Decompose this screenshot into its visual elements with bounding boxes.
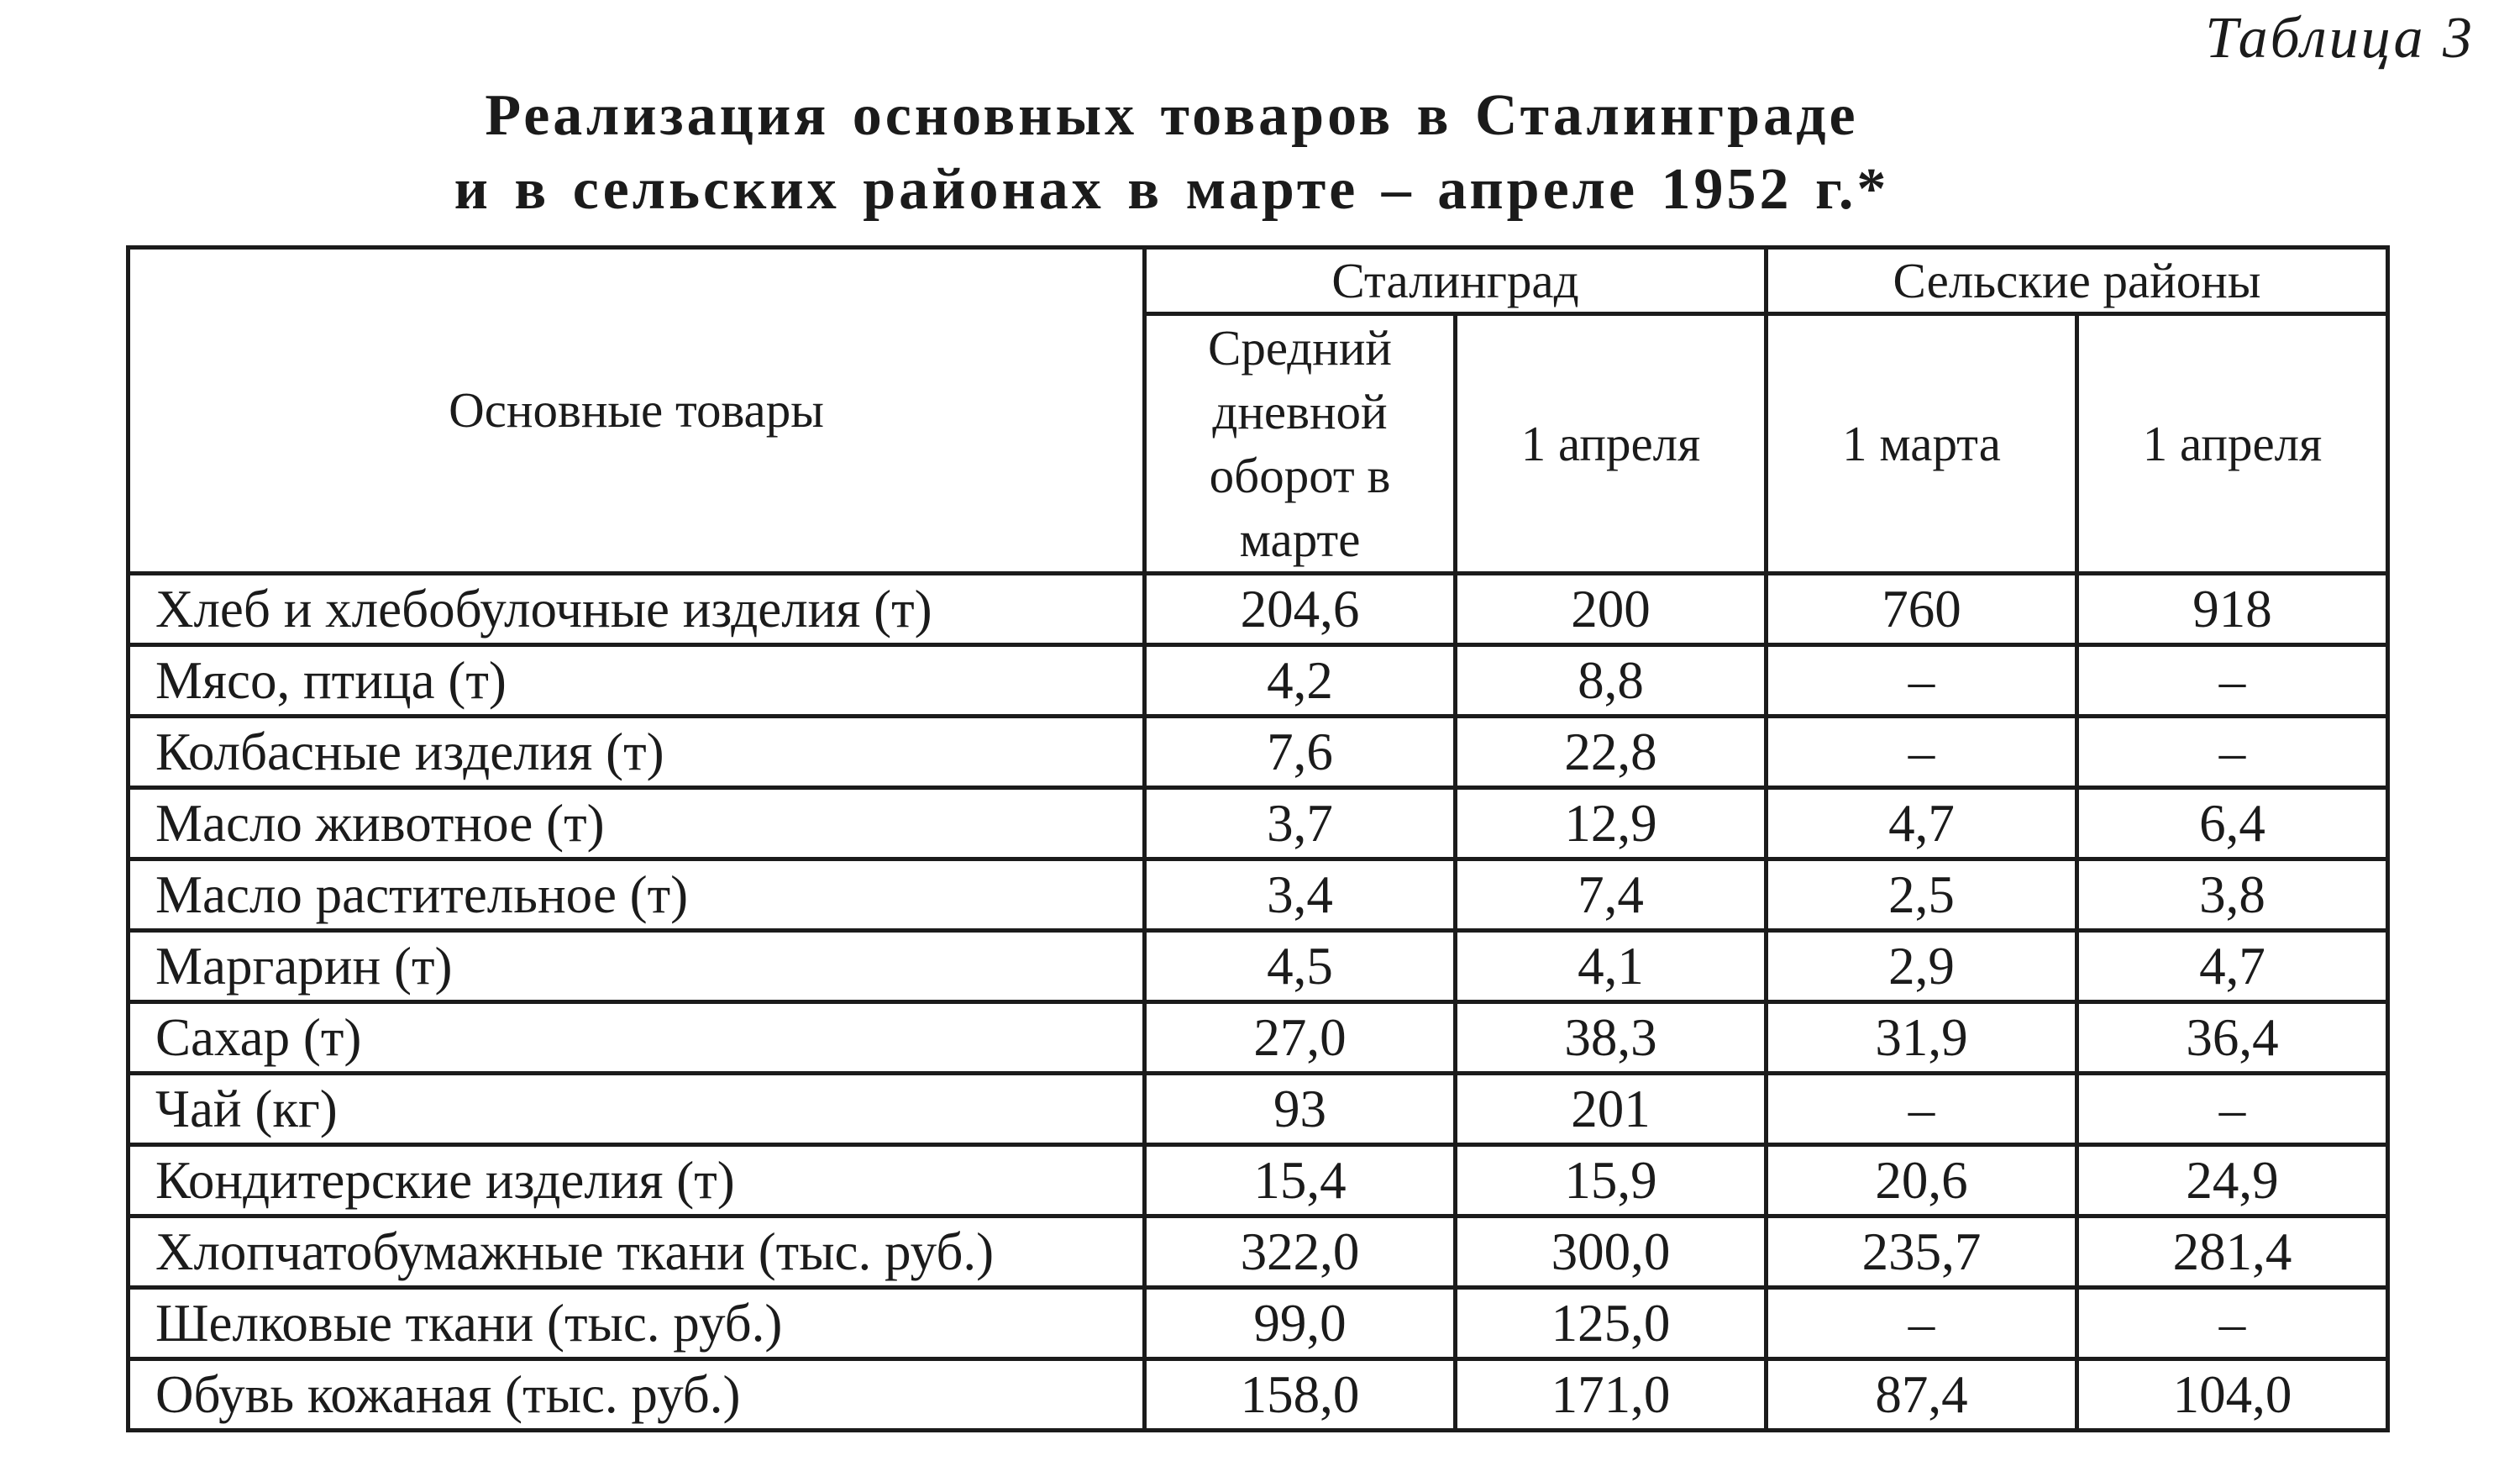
cell-rural-march-1: – — [1767, 1074, 2077, 1145]
row-name-cell: Масло животное (т) — [129, 788, 1145, 859]
row-name-cell: Чай (кг) — [129, 1074, 1145, 1145]
cell-stalingrad-april-1: 201 — [1456, 1074, 1767, 1145]
table-row — [129, 1145, 2388, 1216]
cell-rural-april-1: 36,4 — [2077, 1002, 2388, 1074]
cell-rural-march-1: 31,9 — [1767, 1002, 2077, 1074]
cell-rural-march-1: 760 — [1767, 574, 2077, 645]
row-name-cell: Мясо, птица (т) — [129, 645, 1145, 717]
cell-stalingrad-avg-march: 27,0 — [1145, 1002, 1456, 1074]
cell-rural-april-1: 4,7 — [2077, 931, 2388, 1002]
cell-rural-april-1: 6,4 — [2077, 788, 2388, 859]
row-name-cell: Кондитерские изделия (т) — [129, 1145, 1145, 1216]
cell-rural-march-1: 2,9 — [1767, 931, 2077, 1002]
row-name-cell: Хлеб и хлебобулочные изделия (т) — [129, 574, 1145, 645]
cell-rural-april-1: – — [2077, 1074, 2388, 1145]
cell-rural-april-1: 3,8 — [2077, 859, 2388, 931]
row-name-cell: Обувь кожаная (тыс. руб.) — [129, 1359, 1145, 1431]
table-row — [129, 788, 2388, 859]
header-group-stalingrad: Сталинград — [1145, 248, 1767, 314]
table-row — [129, 1288, 2388, 1359]
cell-rural-march-1: – — [1767, 1288, 2077, 1359]
cell-rural-march-1: 20,6 — [1767, 1145, 2077, 1216]
cell-rural-april-1: – — [2077, 717, 2388, 788]
header-stalingrad-april-1: 1 апреля — [1456, 314, 1767, 574]
cell-stalingrad-april-1: 15,9 — [1456, 1145, 1767, 1216]
cell-stalingrad-avg-march: 99,0 — [1145, 1288, 1456, 1359]
cell-stalingrad-avg-march: 4,5 — [1145, 931, 1456, 1002]
row-name-cell: Сахар (т) — [129, 1002, 1145, 1074]
cell-rural-april-1: 918 — [2077, 574, 2388, 645]
header-rural-april-1: 1 апреля — [2077, 314, 2388, 574]
cell-stalingrad-april-1: 125,0 — [1456, 1288, 1767, 1359]
cell-stalingrad-avg-march: 322,0 — [1145, 1216, 1456, 1288]
cell-stalingrad-april-1: 300,0 — [1456, 1216, 1767, 1288]
table-row — [129, 1002, 2388, 1074]
row-name-cell: Колбасные изделия (т) — [129, 717, 1145, 788]
cell-stalingrad-avg-march: 3,7 — [1145, 788, 1456, 859]
row-name-cell: Маргарин (т) — [129, 931, 1145, 1002]
cell-rural-april-1: 24,9 — [2077, 1145, 2388, 1216]
cell-stalingrad-april-1: 7,4 — [1456, 859, 1767, 931]
cell-rural-march-1: 2,5 — [1767, 859, 2077, 931]
table-row — [129, 1074, 2388, 1145]
header-goods: Основные товары — [129, 248, 1145, 574]
cell-stalingrad-avg-march: 3,4 — [1145, 859, 1456, 931]
table-row — [129, 859, 2388, 931]
cell-stalingrad-avg-march: 7,6 — [1145, 717, 1456, 788]
row-name-cell: Масло растительное (т) — [129, 859, 1145, 931]
cell-rural-march-1: – — [1767, 717, 2077, 788]
table-row — [129, 1216, 2388, 1288]
cell-rural-march-1: 87,4 — [1767, 1359, 2077, 1431]
header-rural-march-1: 1 марта — [1767, 314, 2077, 574]
sales-table — [126, 245, 2390, 1432]
row-name-cell: Шелковые ткани (тыс. руб.) — [129, 1288, 1145, 1359]
cell-stalingrad-avg-march: 93 — [1145, 1074, 1456, 1145]
cell-rural-march-1: 235,7 — [1767, 1216, 2077, 1288]
cell-stalingrad-avg-march: 4,2 — [1145, 645, 1456, 717]
table-row — [129, 574, 2388, 645]
cell-rural-march-1: – — [1767, 645, 2077, 717]
table-title — [126, 79, 2218, 227]
table-row — [129, 717, 2388, 788]
header-stalingrad-avg-daily-march: Средний дневной оборот в марте — [1145, 314, 1456, 574]
table-body — [129, 574, 2388, 1431]
table-title-line-1: Реализация основных товаров в Сталинграде — [485, 83, 1859, 148]
row-name-cell: Хлопчатобумажные ткани (тыс. руб.) — [129, 1216, 1145, 1288]
cell-rural-april-1: 281,4 — [2077, 1216, 2388, 1288]
cell-rural-march-1: 4,7 — [1767, 788, 2077, 859]
cell-stalingrad-avg-march: 204,6 — [1145, 574, 1456, 645]
header-group-rural: Сельские районы — [1767, 248, 2388, 314]
cell-rural-april-1: – — [2077, 1288, 2388, 1359]
table-row — [129, 931, 2388, 1002]
table-row — [129, 1359, 2388, 1431]
table-header — [129, 248, 2388, 574]
header-row-groups — [129, 248, 2388, 314]
cell-stalingrad-april-1: 4,1 — [1456, 931, 1767, 1002]
cell-stalingrad-april-1: 38,3 — [1456, 1002, 1767, 1074]
cell-stalingrad-april-1: 22,8 — [1456, 717, 1767, 788]
cell-stalingrad-avg-march: 158,0 — [1145, 1359, 1456, 1431]
table-title-line-2: и в сельских районах в марте – апреле 1952 г.* — [454, 157, 1890, 222]
cell-stalingrad-april-1: 8,8 — [1456, 645, 1767, 717]
cell-stalingrad-april-1: 171,0 — [1456, 1359, 1767, 1431]
table-number-label: Таблица 3 — [2205, 6, 2475, 71]
cell-stalingrad-april-1: 200 — [1456, 574, 1767, 645]
cell-rural-april-1: 104,0 — [2077, 1359, 2388, 1431]
cell-stalingrad-avg-march: 15,4 — [1145, 1145, 1456, 1216]
cell-stalingrad-april-1: 12,9 — [1456, 788, 1767, 859]
table-row — [129, 645, 2388, 717]
cell-rural-april-1: – — [2077, 645, 2388, 717]
